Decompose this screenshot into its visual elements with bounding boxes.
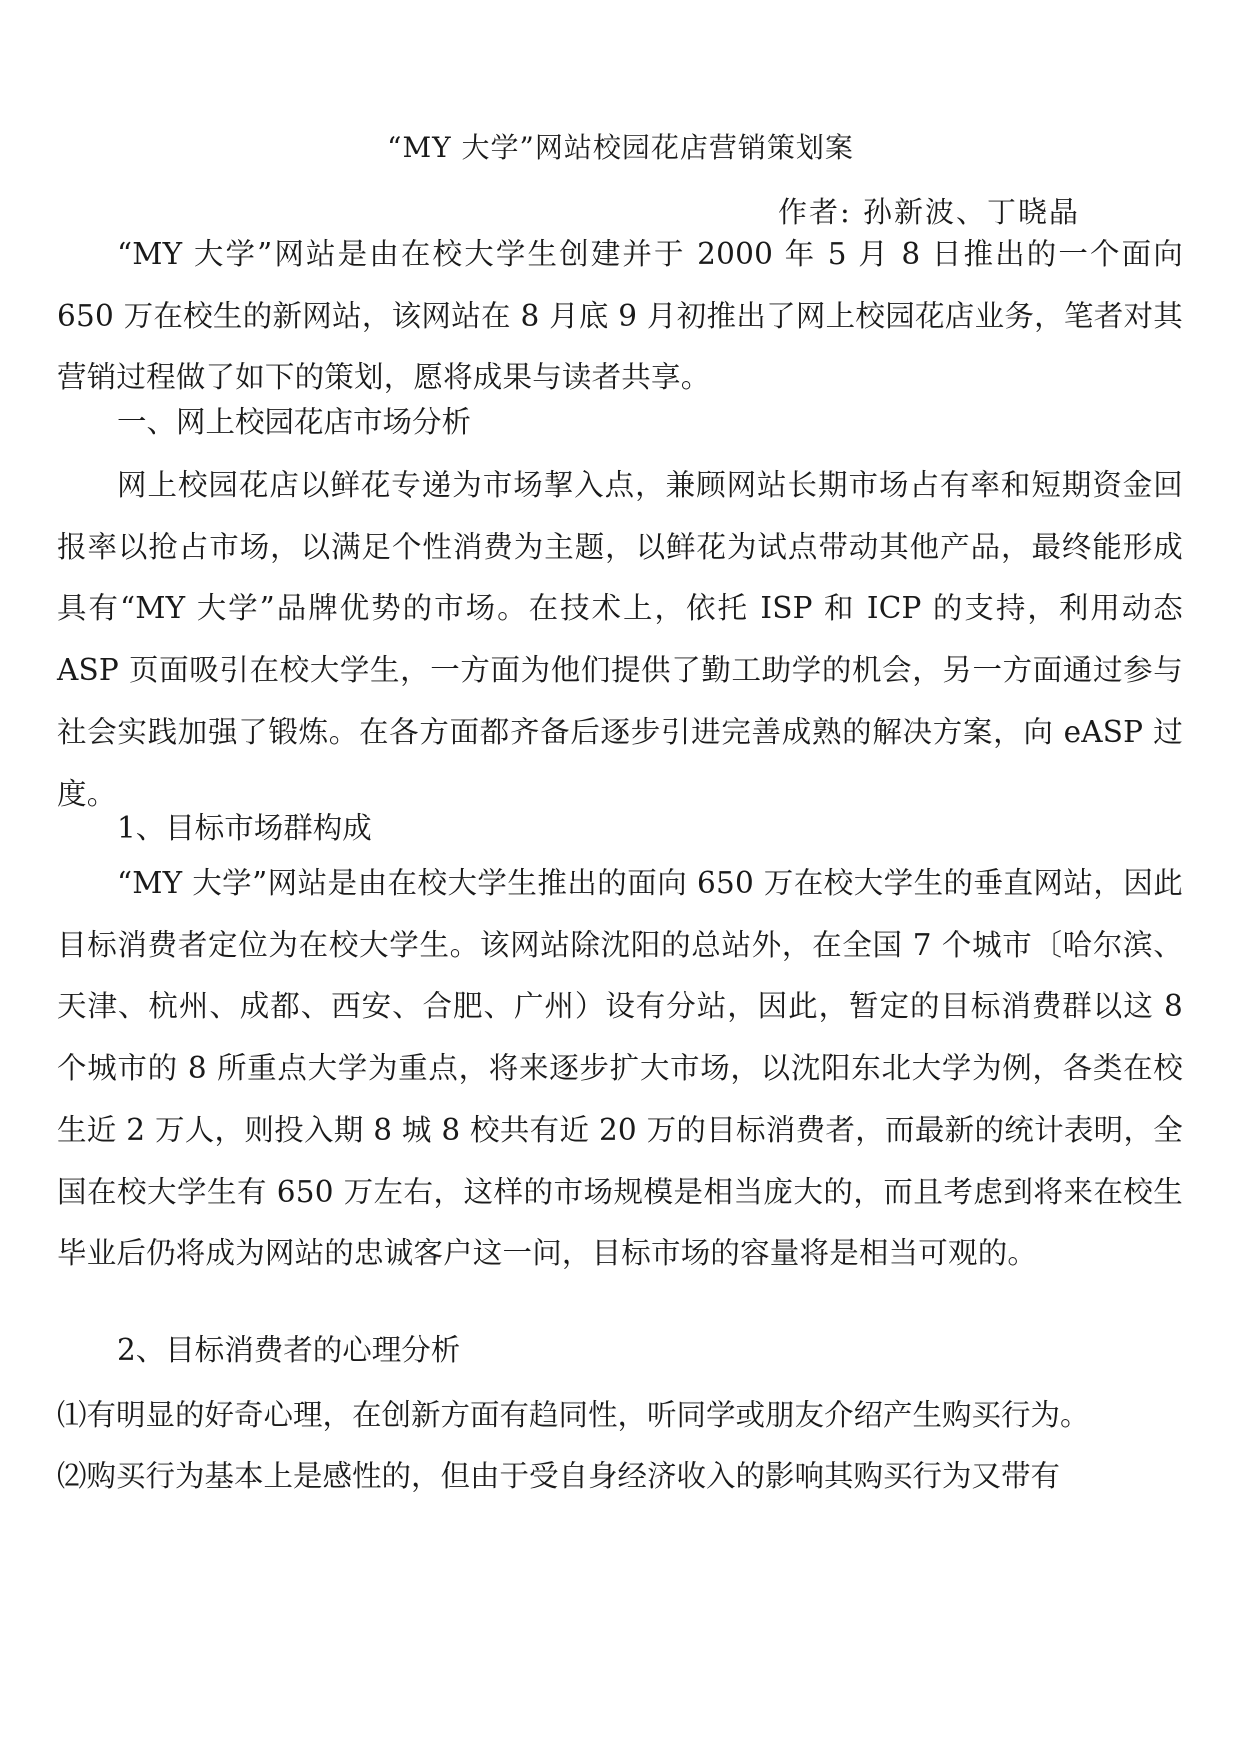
section-heading-market-analysis: 一、网上校园花店市场分析	[117, 405, 472, 439]
subsection-heading-consumer-psychology: 2、目标消费者的心理分析	[117, 1333, 461, 1367]
intro-paragraph: “MY 大学”网站是由在校大学生创建并于 2000 年 5 月 8 日推出的一个面向 650 万在校生的新网站，该网站在 8 月底 9 月初推出了网上校园花店业务，笔者对其营销过程做了如下的策划，愿将成果与读者共享。	[57, 237, 1183, 395]
market-analysis-paragraph: 网上校园花店以鲜花专递为市场挈入点，兼顾网站长期市场占有率和短期资金回报率以抢占市场，以满足个性消费为主题，以鲜花为试点带动其他产品，最终能形成具有“MY 大学”品牌优势的市场。在技术上，依托 ISP 和 ICP 的支持，利用动态 ASP 页面吸引在校大学生，一方面为他们提供了勤工助学的机会，另一方面通过参与社会实践加强了锻炼。在各方面都齐备后逐步引进完善成熟的解决方案，向 eASP 过度。	[57, 468, 1183, 811]
list-item: ⑴有明显的好奇心理，在创新方面有趋同性，听同学或朋友介绍产生购买行为。	[57, 1398, 1090, 1432]
author-line: 作者: 孙新波、丁晓晶	[778, 195, 1080, 229]
target-market-paragraph: “MY 大学”网站是由在校大学生推出的面向 650 万在校大学生的垂直网站，因此目标消费者定位为在校大学生。该网站除沈阳的总站外，在全国 7 个城市〔哈尔滨、天津、杭州、成都、西安、合肥、广州）设有分站，因此，暂定的目标消费群以这 8 个城市的 8 所重点大学为重点，将来逐步扩大市场，以沈阳东北大学为例，各类在校生近 2 万人，则投入期 8 城 8 校共有近 20 万的目标消费者，而最新的统计表明，全国在校大学生有 650 万左右，这样的市场规模是相当庞大的，而且考虑到将来在校生毕业后仍将成为网站的忠诚客户这一问，目标市场的容量将是相当可观的。	[57, 866, 1183, 1271]
document-title: “MY 大学”网站校园花店营销策划案	[387, 131, 854, 164]
subsection-heading-target-market: 1、目标市场群构成	[117, 811, 372, 845]
list-item: ⑵购买行为基本上是感性的，但由于受自身经济收入的影响其购买行为又带有	[57, 1459, 1061, 1493]
